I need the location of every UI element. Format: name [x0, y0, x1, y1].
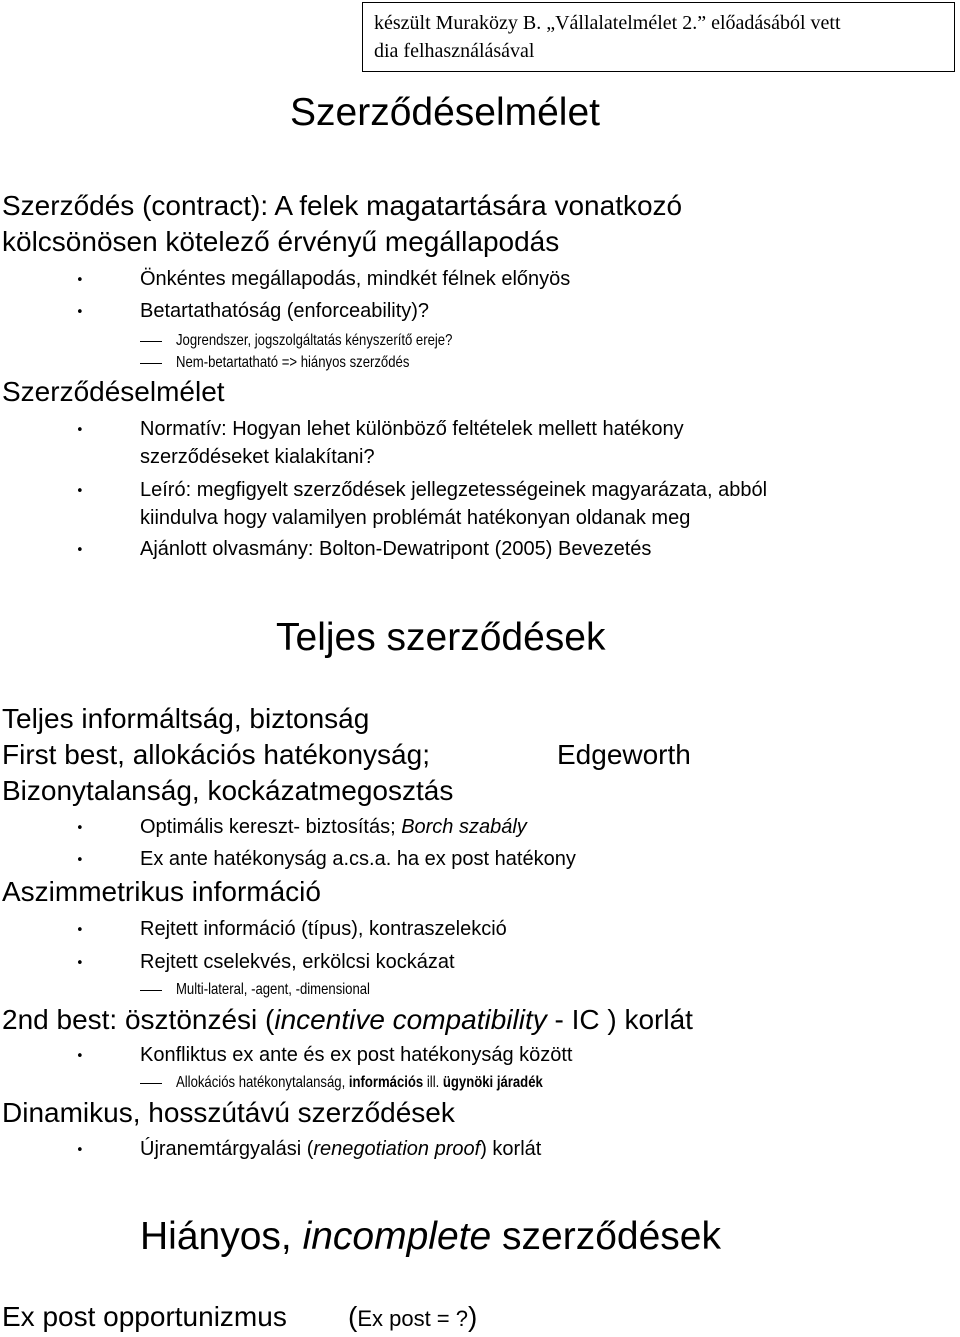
borch-rule-text: Borch szabály — [401, 816, 527, 838]
bullet-descriptive-line2: kiindulva hogy valamilyen problémát hatékonyan oldanak meg — [140, 507, 691, 529]
section-contract-theory: Szerződéselmélet — [2, 376, 225, 407]
bullet-voluntary: Önkéntes megállapodás, mindkét félnek előnyös — [140, 268, 571, 290]
source-note-line1: készült Muraközy B. „Vállalatelmélet 2.” előadásából vett — [374, 12, 841, 34]
source-note-line2: dia felhasználásával — [374, 40, 535, 62]
slide3-title-italic: incomplete — [302, 1215, 492, 1258]
second-best-line — [2, 1004, 693, 1036]
slide3-title — [140, 1215, 721, 1259]
slide2-title: Teljes szerződések — [276, 616, 606, 659]
renegotiation-proof-text: renegotiation proof — [313, 1138, 481, 1160]
bullet-icon: • — [76, 853, 84, 868]
alloc-text-b: információs — [348, 1074, 424, 1091]
bullet-normative-line2: szerződéseket kialakítani? — [140, 446, 375, 468]
bullet-normative-line1: Normatív: Hogyan lehet különböző feltételek mellett hatékony — [140, 418, 684, 440]
slide1-title: Szerződéselmélet — [290, 91, 600, 134]
bullet-icon: • — [76, 543, 84, 558]
edgeworth-label: Edgeworth — [557, 739, 691, 770]
dash-icon — [140, 1083, 162, 1084]
alloc-text-c: ill. — [423, 1074, 443, 1091]
bullet-icon: • — [76, 305, 84, 320]
cross-insurance-text: Optimális kereszt- biztosítás; — [140, 816, 402, 838]
renegotiation-suffix: ) korlát — [480, 1138, 542, 1160]
ex-post-question-text: Ex post = ? — [357, 1306, 469, 1331]
slide3-title-suffix: szerződések — [491, 1215, 721, 1258]
paren-close: ) — [468, 1301, 478, 1332]
subbullet-non-enforceable: Nem-betartatható => hiányos szerződés — [176, 354, 410, 371]
section-dynamic-contracts: Dinamikus, hosszútávú szerződések — [2, 1097, 455, 1128]
dash-icon — [140, 363, 162, 364]
subbullet-allocation — [176, 1074, 543, 1092]
ex-post-question — [348, 1301, 477, 1333]
renegotiation-prefix: Újranemtárgyalási ( — [140, 1138, 314, 1160]
bullet-ex-ante: Ex ante hatékonyság a.cs.a. ha ex post hatékony — [140, 848, 576, 870]
bullet-conflict: Konfliktus ex ante és ex post hatékonyság között — [140, 1044, 573, 1066]
bullet-renegotiation — [140, 1138, 541, 1161]
alloc-text-a: Allokációs hatékonytalanság, — [176, 1074, 349, 1091]
bullet-icon: • — [76, 1143, 84, 1158]
dash-icon — [140, 990, 162, 991]
bullet-icon: • — [76, 423, 84, 438]
complete-info-line: Teljes informáltság, biztonság — [2, 703, 370, 734]
second-best-suffix: - IC ) korlát — [546, 1004, 693, 1035]
bullet-icon: • — [76, 273, 84, 288]
bullet-enforceability: Betartathatóság (enforceability)? — [140, 300, 430, 322]
bullet-reading: Ajánlott olvasmány: Bolton-Dewatripont (2005) Bevezetés — [140, 538, 652, 560]
subbullet-multi: Multi-lateral, -agent, -dimensional — [176, 981, 370, 998]
ex-post-opportunism: Ex post opportunizmus — [2, 1301, 287, 1332]
definition-line1: Szerződés (contract): A felek magatartására vonatkozó — [2, 190, 683, 221]
section-asymmetric-info: Aszimmetrikus információ — [2, 876, 321, 907]
incentive-compatibility-text: incentive compatibility — [274, 1004, 547, 1035]
bullet-icon: • — [76, 923, 84, 938]
slide3-title-prefix: Hiányos, — [140, 1215, 303, 1258]
bullet-cross-insurance — [140, 816, 527, 839]
subbullet-legal-system: Jogrendszer, jogszolgáltatás kényszerítő ereje? — [176, 332, 453, 349]
bullet-hidden-info: Rejtett információ (típus), kontraszelekció — [140, 918, 507, 940]
bullet-icon: • — [76, 821, 84, 836]
bullet-hidden-action: Rejtett cselekvés, erkölcsi kockázat — [140, 951, 455, 973]
alloc-text-d: ügynöki járadék — [442, 1074, 543, 1091]
bullet-descriptive-line1: Leíró: megfigyelt szerződések jellegzetességeinek magyarázata, abból — [140, 479, 768, 501]
definition-line2: kölcsönösen kötelező érvényű megállapodás — [2, 226, 560, 257]
uncertainty-line: Bizonytalanság, kockázatmegosztás — [2, 775, 454, 806]
second-best-prefix: 2nd best: ösztönzési ( — [2, 1004, 275, 1035]
dash-icon — [140, 341, 162, 342]
paren-open: ( — [348, 1301, 358, 1332]
bullet-icon: • — [76, 1049, 84, 1064]
bullet-icon: • — [76, 956, 84, 971]
first-best-line: First best, allokációs hatékonyság; — [2, 739, 430, 770]
bullet-icon: • — [76, 484, 84, 499]
